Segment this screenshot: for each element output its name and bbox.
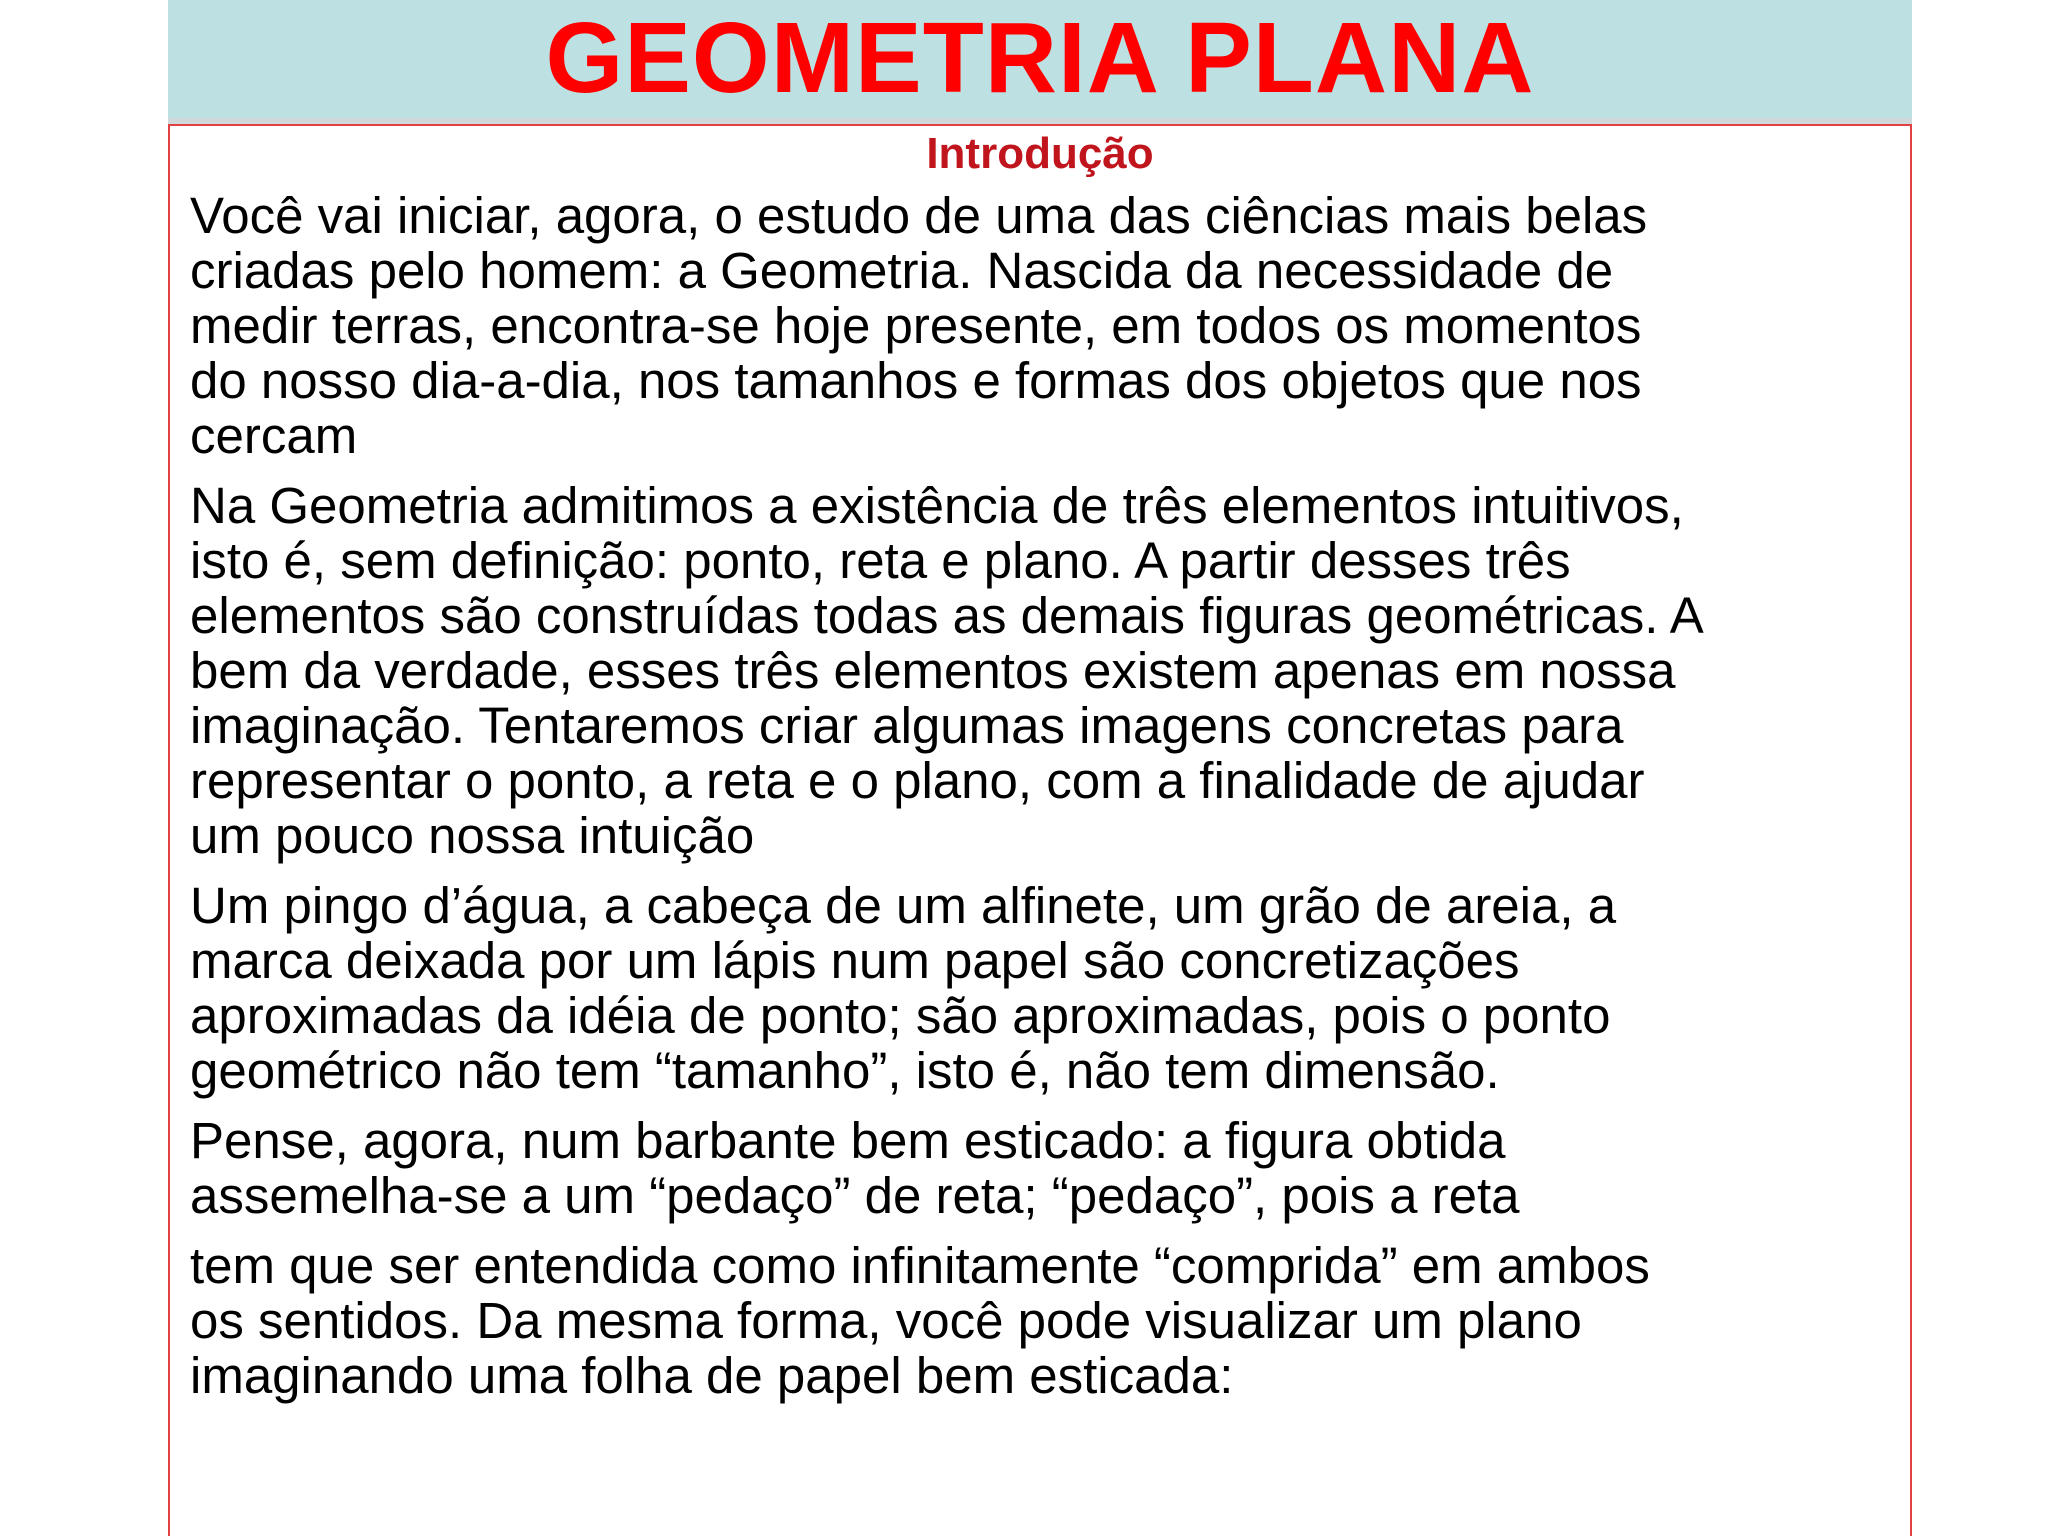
text-line: um pouco nossa intuição (190, 807, 755, 864)
text-line: medir terras, encontra-se hoje presente, em todos os momentos (190, 297, 1642, 354)
text-line: Pense, agora, num barbante bem esticado: a figura obtida (190, 1112, 1506, 1169)
text-line: representar o ponto, a reta e o plano, com a finalidade de ajudar (190, 752, 1645, 809)
text-line: bem da verdade, esses três elementos existem apenas em nossa (190, 642, 1676, 699)
text-line: Um pingo d’água, a cabeça de um alfinete, um grão de areia, a (190, 877, 1617, 934)
slide-subtitle: Introdução (926, 129, 1154, 178)
text-line: aproximadas da idéia de ponto; são aproximadas, pois o ponto (190, 987, 1611, 1044)
paragraph-2 (190, 478, 1900, 863)
text-line: tem que ser entendida como infinitamente “comprida” em ambos (190, 1237, 1650, 1294)
text-line: do nosso dia-a-dia, nos tamanhos e formas dos objetos que nos (190, 352, 1642, 409)
text-line: assemelha-se a um “pedaço” de reta; “pedaço”, pois a reta (190, 1167, 1520, 1224)
paragraph-4 (190, 1113, 1900, 1223)
paragraph-5 (190, 1238, 1900, 1403)
text-line: elementos são construídas todas as demais figuras geométricas. A (190, 587, 1704, 644)
text-line: criadas pelo homem: a Geometria. Nascida da necessidade de (190, 242, 1614, 299)
paragraph-3 (190, 878, 1900, 1098)
text-line: Na Geometria admitimos a existência de três elementos intuitivos, (190, 477, 1684, 534)
body-text (190, 188, 1900, 1418)
text-line: isto é, sem definição: ponto, reta e plano. A partir desses três (190, 532, 1571, 589)
text-line: os sentidos. Da mesma forma, você pode visualizar um plano (190, 1292, 1582, 1349)
text-line: imaginação. Tentaremos criar algumas imagens concretas para (190, 697, 1624, 754)
title-bar (168, 0, 1912, 126)
text-line: imaginando uma folha de papel bem esticada: (190, 1347, 1234, 1404)
slide-title: GEOMETRIA PLANA (545, 2, 1535, 114)
text-line: geométrico não tem “tamanho”, isto é, não tem dimensão. (190, 1042, 1500, 1099)
text-line: cercam (190, 407, 358, 464)
text-line: Você vai iniciar, agora, o estudo de uma das ciências mais belas (190, 187, 1648, 244)
paragraph-1 (190, 188, 1900, 463)
text-line: marca deixada por um lápis num papel são concretizações (190, 932, 1520, 989)
